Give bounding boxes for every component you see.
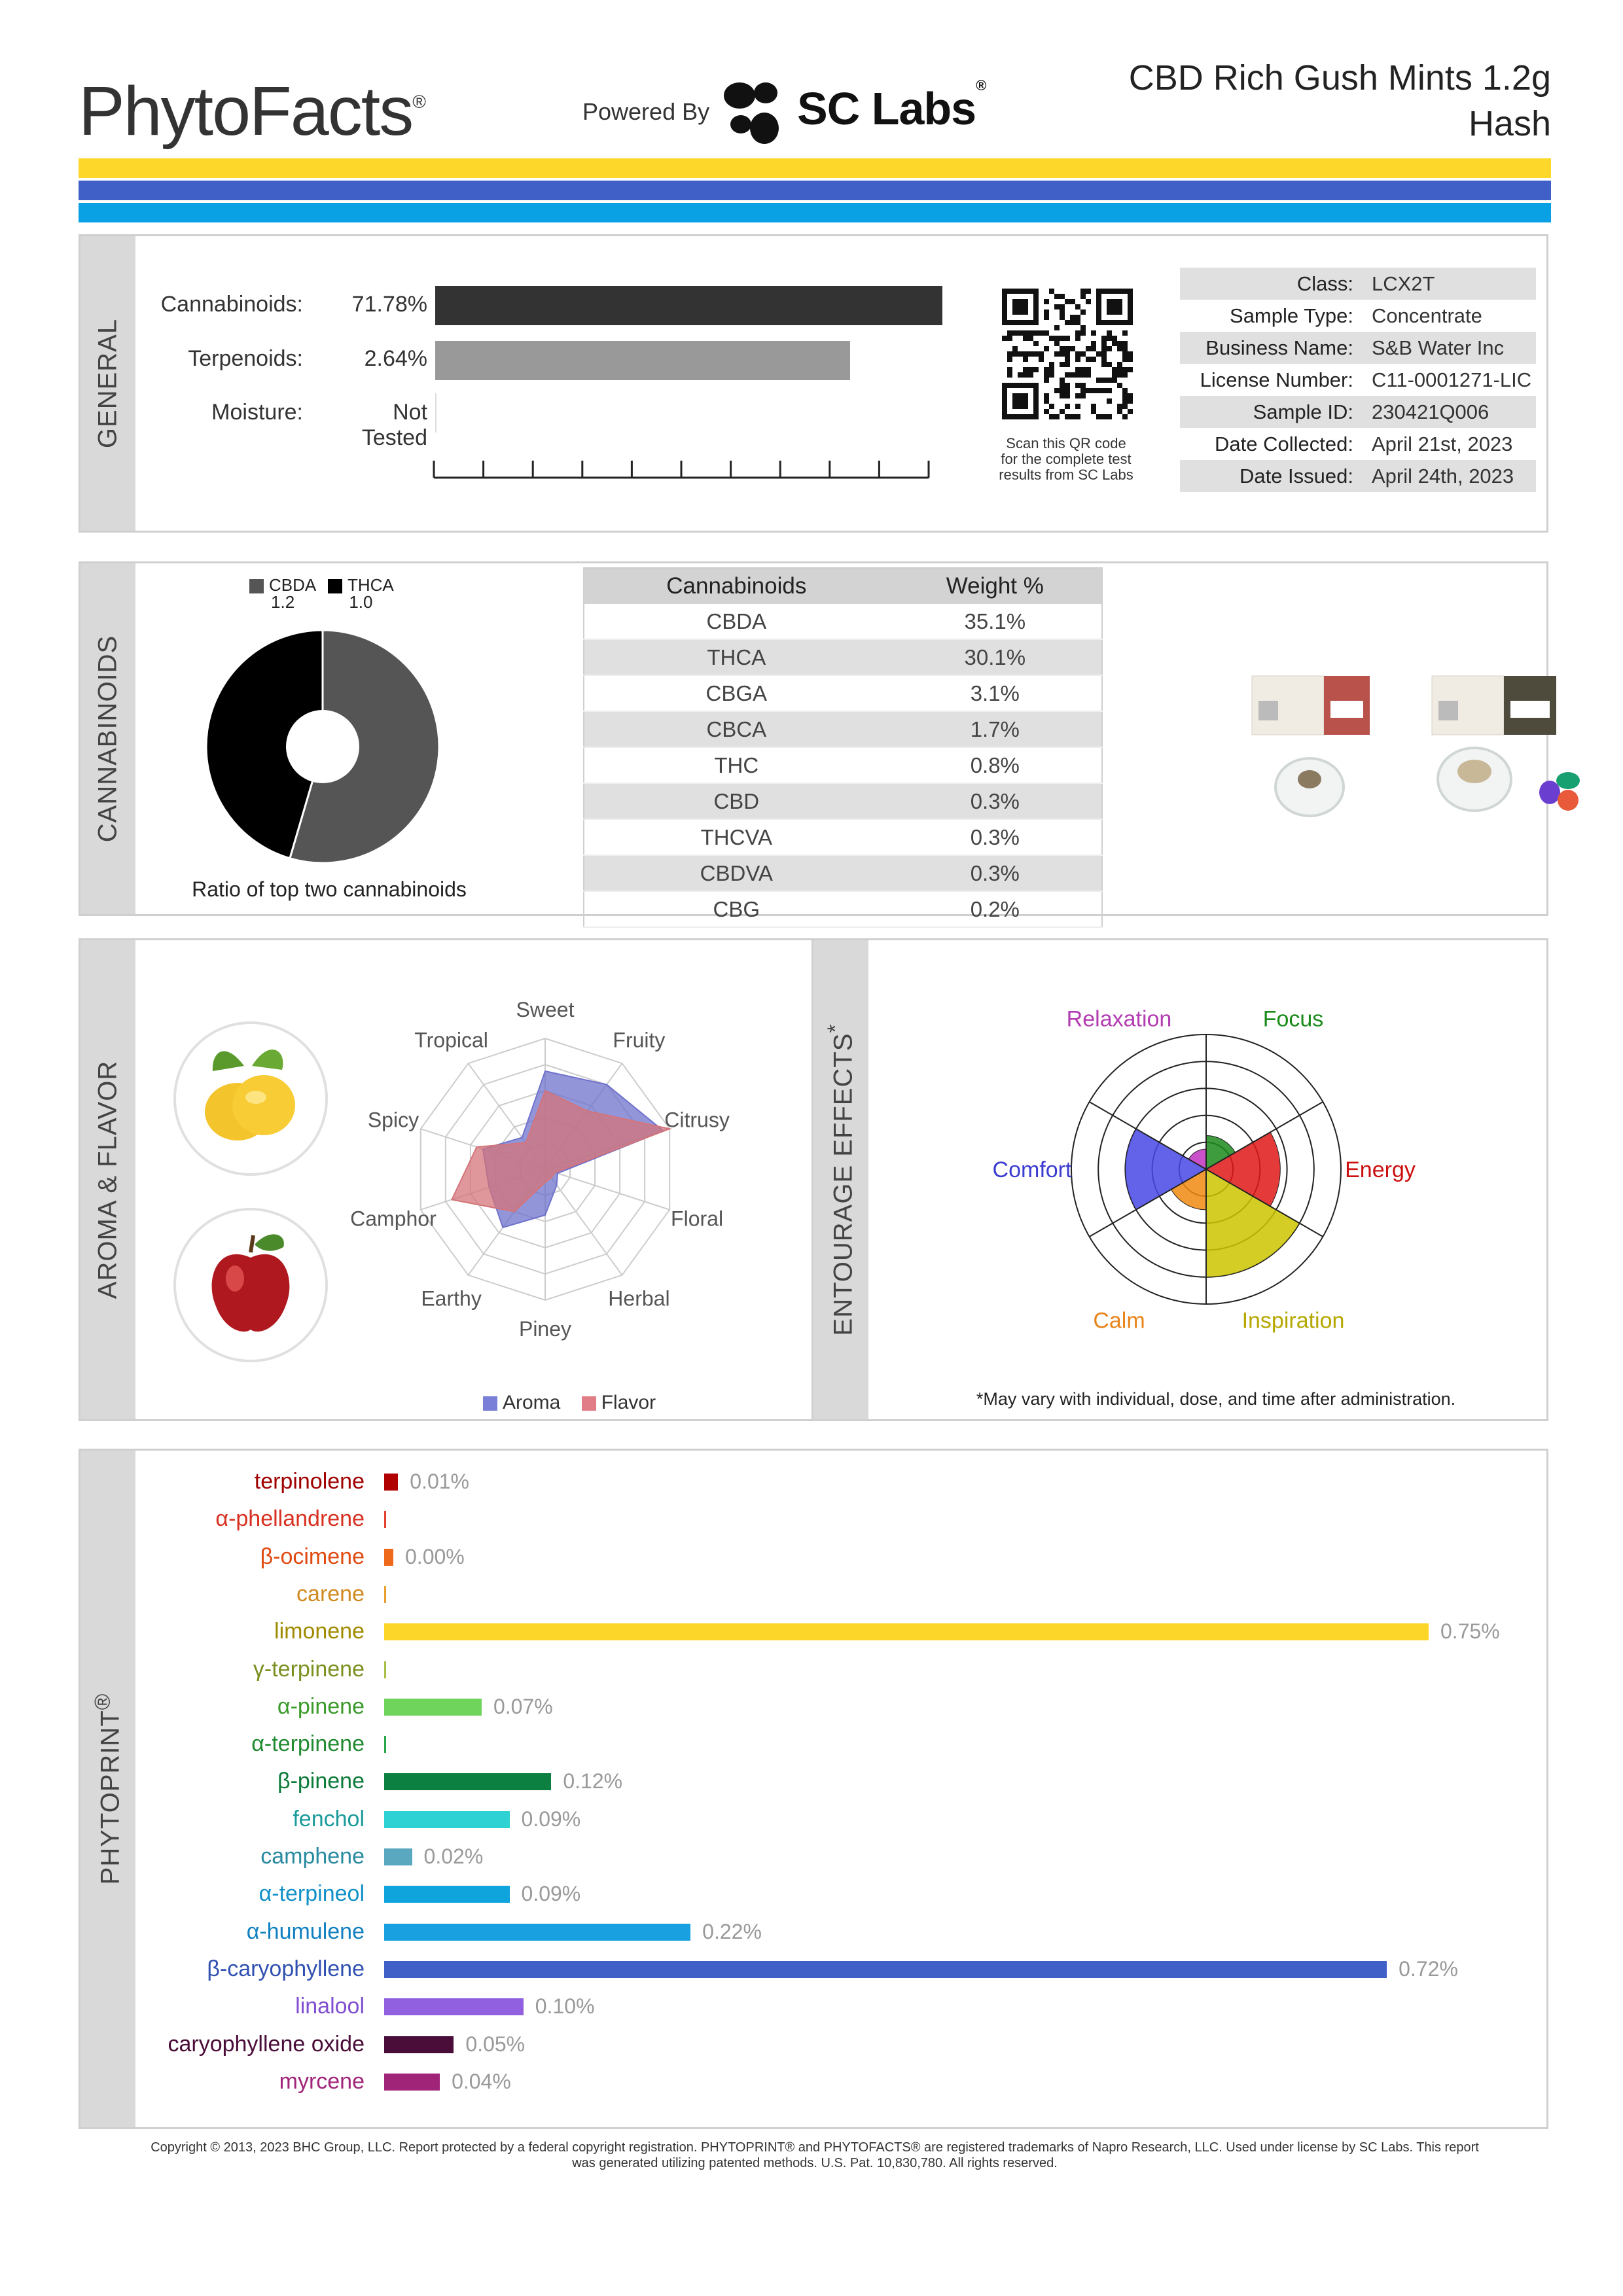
sc-labs-logo-icon xyxy=(720,79,785,147)
stripe-blue xyxy=(79,181,1551,200)
terpene-bar xyxy=(384,1924,690,1941)
cannabinoids-section-label: CANNABINOIDS xyxy=(93,635,122,843)
terpene-value: 0.09% xyxy=(521,1882,581,1906)
info-row xyxy=(1180,460,1536,492)
terpene-value: 0.09% xyxy=(521,1807,581,1831)
terpene-name: α-humulene xyxy=(246,1918,365,1944)
qr-caption-line1: Scan this QR code xyxy=(1006,435,1126,451)
terpene-bar xyxy=(384,1811,510,1828)
terpene-bar xyxy=(384,1549,393,1566)
terpenoids-label: Terpenoids: xyxy=(188,346,303,371)
cbda-legend-ratio: 1.2 xyxy=(271,592,295,612)
cannabinoid-weight: 0.3% xyxy=(889,819,1102,855)
info-value: C11-0001271-LIC xyxy=(1372,368,1532,391)
terpene-bar xyxy=(384,1998,524,2015)
phytoprint-section-mark: ® xyxy=(90,1693,115,1710)
footer-line1: Copyright © 2013, 2023 BHC Group, LLC. Report protected by a federal copyright registration. PHYTOPRINT® and PHYTOFACTS® are registered trademarks of Napro Research, LLC. Used under license by SC Labs. This report xyxy=(151,2140,1479,2155)
terpene-name: linalool xyxy=(295,1994,365,2019)
terpene-value: 0.22% xyxy=(702,1919,762,1943)
sc-labs-color-logo-icon xyxy=(1539,772,1580,811)
info-row xyxy=(1180,300,1536,332)
terpene-bar xyxy=(384,1736,386,1753)
terpene-name: α-phellandrene xyxy=(215,1506,365,1532)
qr-caption xyxy=(955,436,1177,483)
terpene-bar xyxy=(384,2074,440,2091)
info-row xyxy=(1180,332,1536,364)
info-value: Concentrate xyxy=(1372,304,1482,327)
terpene-name: terpinolene xyxy=(254,1469,365,1494)
terpene-name: γ-terpinene xyxy=(253,1656,365,1682)
entourage-side-tab xyxy=(813,940,868,1419)
radar-axis-label: Floral xyxy=(671,1207,724,1231)
terpene-bar xyxy=(384,1586,386,1603)
brand-mark: ® xyxy=(412,92,425,112)
info-key: Date Collected: xyxy=(1215,432,1353,455)
cannabinoid-header: Cannabinoids xyxy=(584,568,889,604)
cannabinoid-name: CBGA xyxy=(584,675,889,711)
product-box-left-icon xyxy=(1252,676,1370,816)
terpene-name: fenchol xyxy=(293,1806,365,1831)
cannabinoid-weight: 0.3% xyxy=(889,783,1102,819)
aroma-flavor-section xyxy=(79,938,815,1421)
terpene-bar xyxy=(384,1848,412,1865)
info-value: S&B Water Inc xyxy=(1372,336,1505,359)
terpene-value: 0.01% xyxy=(410,1470,469,1493)
cannabinoids-side-tab xyxy=(80,563,135,914)
info-row xyxy=(1180,268,1536,300)
powered-by-label: Powered By xyxy=(582,98,710,125)
product-box-right-icon xyxy=(1432,676,1556,811)
effect-label: Comfort xyxy=(992,1157,1072,1182)
terpene-name: α-terpinene xyxy=(251,1731,365,1757)
phytoprint-side-tab xyxy=(80,1451,135,2127)
cbda-legend-name: CBDA xyxy=(269,575,317,595)
qr-caption-line2: for the complete test xyxy=(1001,451,1132,467)
cannabinoid-weight: 0.8% xyxy=(889,747,1102,783)
qr-caption-line3: results from SC Labs xyxy=(999,467,1133,483)
radar-axis-label: Citrusy xyxy=(664,1108,730,1132)
effect-label: Inspiration xyxy=(1241,1308,1345,1333)
stripe-cyan xyxy=(79,203,1551,222)
terpene-value: 0.72% xyxy=(1399,1956,1458,1981)
terpene-value: 0.05% xyxy=(465,2032,526,2056)
brand-name: PhytoFacts xyxy=(79,73,413,150)
terpene-value: 0.04% xyxy=(452,2069,511,2093)
terpene-bar xyxy=(384,1623,1429,1640)
info-key: Sample Type: xyxy=(1230,304,1353,327)
radar-axis-label: Camphor xyxy=(350,1207,437,1231)
general-bar-scale xyxy=(431,455,935,482)
cannabinoid-weight: 1.7% xyxy=(889,711,1102,747)
terpene-bar xyxy=(384,1961,1387,1978)
weight-header: Weight % xyxy=(889,568,1102,604)
thca-legend-ratio: 1.0 xyxy=(349,592,373,612)
radar-axis-label: Sweet xyxy=(516,998,575,1021)
info-row xyxy=(1180,396,1536,428)
sample-info-table xyxy=(1180,268,1536,492)
terpenoids-value: 2.64% xyxy=(364,346,427,371)
info-key: Business Name: xyxy=(1205,336,1353,359)
entourage-polar-chart xyxy=(892,999,1520,1339)
entourage-section-label-wrap xyxy=(823,1024,858,1336)
general-section-label: GENERAL xyxy=(93,318,122,449)
brand-logo xyxy=(79,72,425,151)
cannabinoid-name: THCVA xyxy=(584,819,889,855)
thca-legend-name: THCA xyxy=(348,575,394,595)
product-title xyxy=(1129,55,1551,147)
product-photo xyxy=(1167,662,1612,825)
aroma-side-tab xyxy=(80,940,135,1419)
radar-axis-label: Spicy xyxy=(367,1108,419,1132)
cannabinoid-name: CBG xyxy=(584,891,889,927)
entourage-section-mark: * xyxy=(823,1023,848,1033)
terpene-name: camphene xyxy=(260,1844,365,1869)
cannabinoids-value: 71.78% xyxy=(351,292,427,317)
cannabinoid-name: CBCA xyxy=(584,711,889,747)
radar-axis-label: Tropical xyxy=(414,1028,488,1052)
info-row xyxy=(1180,364,1536,396)
cannabinoid-weight: 3.1% xyxy=(889,675,1102,711)
cannabinoid-name: CBDVA xyxy=(584,855,889,891)
terpene-bar xyxy=(384,1699,482,1716)
entourage-section-label: ENTOURAGE EFFECTS xyxy=(829,1033,858,1336)
moisture-bar xyxy=(435,393,437,433)
lab-mark: ® xyxy=(976,77,986,94)
cannabinoid-row xyxy=(584,819,1102,855)
aroma-legend xyxy=(483,1392,656,1414)
entourage-disclaimer: *May vary with individual, dose, and time after administration. xyxy=(976,1389,1456,1409)
phytoprint-section xyxy=(79,1449,1548,2129)
cannabinoid-row xyxy=(584,639,1102,675)
info-row xyxy=(1180,428,1536,460)
footer-line2: was generated utilizing patented methods. U.S. Pat. 10,830,780. All rights reserved. xyxy=(572,2156,1058,2170)
terpene-name: carene xyxy=(296,1581,365,1606)
stripe-yellow xyxy=(79,158,1551,178)
cannabinoid-name: CBDA xyxy=(584,604,889,639)
terpene-name: β-pinene xyxy=(277,1769,365,1794)
aroma-radar-chart xyxy=(329,986,787,1392)
lab-name: SC Labs xyxy=(797,83,976,134)
cannabinoids-bar xyxy=(435,286,942,325)
info-value: April 24th, 2023 xyxy=(1372,464,1514,487)
moisture-label: Moisture: xyxy=(211,400,303,425)
lab-logo-text xyxy=(797,77,986,135)
info-key: Date Issued: xyxy=(1239,464,1353,487)
terpene-value: 0.00% xyxy=(405,1544,465,1568)
aroma-legend-swatch xyxy=(483,1396,497,1411)
apple-icon xyxy=(172,1207,329,1364)
terpene-name: α-pinene xyxy=(277,1693,365,1719)
radar-axis-label: Fruity xyxy=(613,1028,666,1052)
radar-axis-label: Piney xyxy=(518,1317,572,1341)
cannabinoid-weight: 35.1% xyxy=(889,604,1102,639)
cannabinoid-row xyxy=(584,675,1102,711)
cannabinoid-row xyxy=(584,604,1102,639)
cannabinoids-section xyxy=(79,561,1548,921)
donut-legend-thca xyxy=(328,576,394,610)
effect-label: Relaxation xyxy=(1066,1006,1172,1032)
terpene-value: 0.07% xyxy=(493,1694,553,1718)
terpene-value: 0.02% xyxy=(423,1845,484,1868)
flavor-legend-label: Flavor xyxy=(601,1392,656,1413)
cannabinoid-weight: 0.2% xyxy=(889,891,1102,927)
cannabinoids-label: Cannabinoids: xyxy=(160,292,303,317)
radar-axis-label: Earthy xyxy=(421,1286,482,1311)
product-type: Hash xyxy=(1468,104,1551,143)
moisture-value: Not Tested xyxy=(361,400,427,450)
terpene-name: α-terpineol xyxy=(259,1881,365,1907)
cannabinoid-row xyxy=(584,855,1102,891)
cannabinoid-row xyxy=(584,711,1102,747)
aroma-legend-label: Aroma xyxy=(503,1392,561,1413)
info-key: License Number: xyxy=(1200,368,1353,391)
entourage-section xyxy=(812,938,1548,1421)
info-key: Class: xyxy=(1296,272,1353,295)
aroma-section-label: AROMA & FLAVOR xyxy=(93,1060,122,1299)
general-section xyxy=(79,234,1548,533)
radar-axis-label: Herbal xyxy=(608,1286,670,1311)
info-value: 230421Q006 xyxy=(1372,400,1489,423)
cbda-legend-swatch xyxy=(249,579,264,593)
cannabinoid-table xyxy=(583,567,1103,928)
cannabinoid-row xyxy=(584,747,1102,783)
effect-label: Energy xyxy=(1345,1157,1416,1182)
cannabinoid-name: THC xyxy=(584,747,889,783)
terpene-value: 0.10% xyxy=(535,1994,595,2019)
terpene-name: caryophyllene oxide xyxy=(168,2031,365,2057)
info-value: LCX2T xyxy=(1372,272,1435,295)
general-side-tab xyxy=(80,236,135,531)
terpene-bar xyxy=(384,1886,510,1903)
phytoprint-section-label-wrap xyxy=(90,1693,125,1885)
cannabinoid-name: THCA xyxy=(584,639,889,675)
terpene-name: β-ocimene xyxy=(260,1544,365,1569)
terpene-bar xyxy=(384,1661,386,1678)
terpene-bar xyxy=(384,1511,386,1528)
terpene-bar xyxy=(384,1773,551,1790)
flavor-legend-swatch xyxy=(582,1396,596,1411)
effect-label: Calm xyxy=(1093,1308,1145,1333)
donut-caption: Ratio of top two cannabinoids xyxy=(192,877,467,901)
copyright-footer xyxy=(79,2140,1551,2171)
thca-legend-swatch xyxy=(328,579,342,593)
info-key: Sample ID: xyxy=(1253,400,1353,423)
qr-code-icon[interactable] xyxy=(1002,289,1133,419)
phytoprint-section-label: PHYTOPRINT xyxy=(96,1710,125,1885)
terpene-name: β-caryophyllene xyxy=(207,1956,365,1981)
cannabinoid-row xyxy=(584,891,1102,927)
product-name: CBD Rich Gush Mints 1.2g xyxy=(1128,58,1551,97)
terpene-bar xyxy=(384,1474,398,1491)
terpene-name: limonene xyxy=(274,1619,365,1644)
donut-legend-cbda xyxy=(249,576,316,610)
cannabinoid-ratio-donut xyxy=(205,629,440,864)
radar-spoke xyxy=(545,1169,669,1210)
terpene-value: 0.12% xyxy=(563,1769,623,1793)
terpenoids-bar xyxy=(435,341,850,380)
info-value: April 21st, 2023 xyxy=(1372,432,1513,455)
cannabinoid-weight: 30.1% xyxy=(889,639,1102,675)
cannabinoid-row xyxy=(584,783,1102,819)
cannabinoid-name: CBD xyxy=(584,783,889,819)
terpene-bar xyxy=(384,2036,454,2053)
effect-label: Focus xyxy=(1262,1006,1324,1032)
donut-hole xyxy=(286,710,359,783)
lemon-icon xyxy=(172,1020,329,1177)
terpene-name: myrcene xyxy=(279,2068,365,2094)
cannabinoid-weight: 0.3% xyxy=(889,855,1102,891)
terpene-value: 0.75% xyxy=(1440,1619,1500,1644)
